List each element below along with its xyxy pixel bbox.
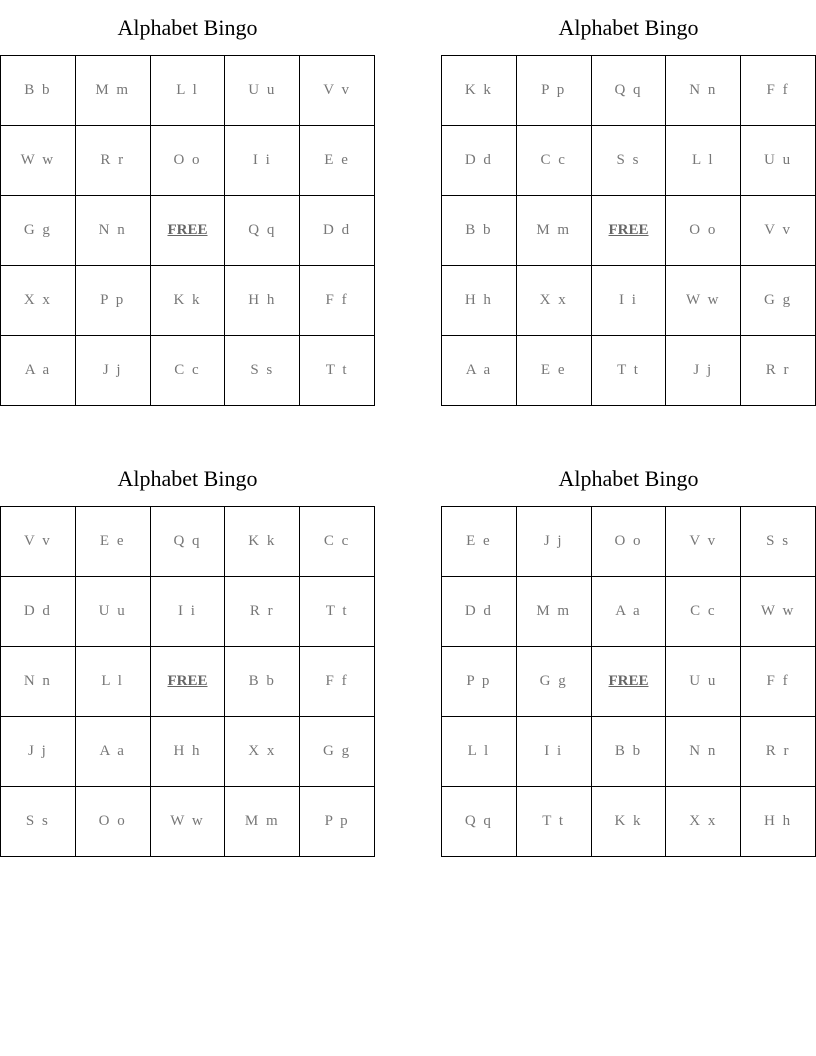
bingo-cell: U u — [741, 126, 816, 196]
bingo-cell: I i — [225, 126, 300, 196]
bingo-cell: L l — [151, 56, 226, 126]
bingo-card-3 — [0, 451, 375, 857]
bingo-cell: O o — [666, 196, 741, 266]
bingo-cell: F f — [741, 647, 816, 717]
card-title: Alphabet Bingo — [558, 15, 699, 40]
bingo-cell: V v — [1, 507, 76, 577]
bingo-cell: A a — [592, 577, 667, 647]
bingo-cell: G g — [741, 266, 816, 336]
bingo-cell: S s — [225, 336, 300, 406]
bingo-cell: O o — [151, 126, 226, 196]
bingo-cell: T t — [592, 336, 667, 406]
bingo-cell: R r — [76, 126, 151, 196]
bingo-cell: A a — [442, 336, 517, 406]
bingo-cell: O o — [76, 787, 151, 857]
bingo-cell: S s — [592, 126, 667, 196]
bingo-grid — [0, 55, 375, 406]
bingo-cell: J j — [76, 336, 151, 406]
bingo-cell: E e — [517, 336, 592, 406]
bingo-cell: V v — [741, 196, 816, 266]
bingo-cell: C c — [151, 336, 226, 406]
bingo-cell: B b — [442, 196, 517, 266]
bingo-cell: R r — [741, 717, 816, 787]
bingo-cell: I i — [151, 577, 226, 647]
bingo-cell: E e — [76, 507, 151, 577]
bingo-cell: H h — [741, 787, 816, 857]
bingo-grid — [0, 506, 375, 857]
bingo-cell: E e — [442, 507, 517, 577]
free-space: FREE — [151, 196, 226, 266]
bingo-cell: L l — [666, 126, 741, 196]
bingo-cell: P p — [300, 787, 375, 857]
bingo-card-2 — [441, 0, 816, 406]
bingo-cell: V v — [666, 507, 741, 577]
bingo-cell: X x — [1, 266, 76, 336]
bingo-cell: T t — [300, 577, 375, 647]
bingo-cell: Q q — [225, 196, 300, 266]
bingo-cell: K k — [151, 266, 226, 336]
bingo-cell: N n — [76, 196, 151, 266]
bingo-cell: C c — [517, 126, 592, 196]
bingo-cell: K k — [225, 507, 300, 577]
card-title: Alphabet Bingo — [117, 466, 258, 491]
free-space: FREE — [592, 647, 667, 717]
bingo-cell: X x — [225, 717, 300, 787]
bingo-cell: I i — [517, 717, 592, 787]
bingo-cell: X x — [517, 266, 592, 336]
bingo-cell: N n — [1, 647, 76, 717]
bingo-cell: N n — [666, 56, 741, 126]
bingo-cell: C c — [666, 577, 741, 647]
bingo-cell: J j — [666, 336, 741, 406]
bingo-cell: S s — [1, 787, 76, 857]
bingo-cell: Q q — [442, 787, 517, 857]
bingo-cell: G g — [300, 717, 375, 787]
bingo-cell: B b — [592, 717, 667, 787]
bingo-cell: P p — [76, 266, 151, 336]
bingo-cell: H h — [225, 266, 300, 336]
bingo-cell: Q q — [592, 56, 667, 126]
bingo-cell: P p — [517, 56, 592, 126]
bingo-cell: R r — [741, 336, 816, 406]
bingo-cell: X x — [666, 787, 741, 857]
bingo-cell: W w — [741, 577, 816, 647]
bingo-cell: V v — [300, 56, 375, 126]
bingo-cell: G g — [1, 196, 76, 266]
bingo-cell: U u — [76, 577, 151, 647]
bingo-cell: H h — [151, 717, 226, 787]
bingo-cell: T t — [300, 336, 375, 406]
bingo-card-1 — [0, 0, 375, 406]
bingo-cell: D d — [1, 577, 76, 647]
card-title: Alphabet Bingo — [117, 15, 258, 40]
bingo-cell: L l — [76, 647, 151, 717]
bingo-cell: K k — [442, 56, 517, 126]
bingo-cell: M m — [76, 56, 151, 126]
bingo-card-4 — [441, 451, 816, 857]
bingo-cell: H h — [442, 266, 517, 336]
bingo-cell: F f — [741, 56, 816, 126]
free-space: FREE — [151, 647, 226, 717]
bingo-cell: P p — [442, 647, 517, 717]
bingo-cell: F f — [300, 266, 375, 336]
bingo-cell: J j — [517, 507, 592, 577]
bingo-cell: W w — [666, 266, 741, 336]
bingo-cell: S s — [741, 507, 816, 577]
bingo-cell: M m — [517, 577, 592, 647]
bingo-cell: A a — [1, 336, 76, 406]
bingo-cell: W w — [1, 126, 76, 196]
bingo-cell: L l — [442, 717, 517, 787]
bingo-cell: F f — [300, 647, 375, 717]
bingo-cell: G g — [517, 647, 592, 717]
bingo-cell: W w — [151, 787, 226, 857]
bingo-cell: A a — [76, 717, 151, 787]
bingo-cell: I i — [592, 266, 667, 336]
bingo-cell: D d — [442, 126, 517, 196]
bingo-cell: U u — [225, 56, 300, 126]
bingo-cell: B b — [1, 56, 76, 126]
bingo-grid — [441, 506, 816, 857]
bingo-cell: B b — [225, 647, 300, 717]
bingo-cell: J j — [1, 717, 76, 787]
bingo-cell: N n — [666, 717, 741, 787]
bingo-cell: M m — [225, 787, 300, 857]
bingo-cell: R r — [225, 577, 300, 647]
bingo-cell: D d — [300, 196, 375, 266]
bingo-cell: E e — [300, 126, 375, 196]
card-title: Alphabet Bingo — [558, 466, 699, 491]
bingo-cell: C c — [300, 507, 375, 577]
free-space: FREE — [592, 196, 667, 266]
bingo-grid — [441, 55, 816, 406]
bingo-cell: O o — [592, 507, 667, 577]
bingo-cell: M m — [517, 196, 592, 266]
bingo-cell: T t — [517, 787, 592, 857]
bingo-cell: Q q — [151, 507, 226, 577]
bingo-cell: D d — [442, 577, 517, 647]
bingo-cell: U u — [666, 647, 741, 717]
bingo-cell: K k — [592, 787, 667, 857]
